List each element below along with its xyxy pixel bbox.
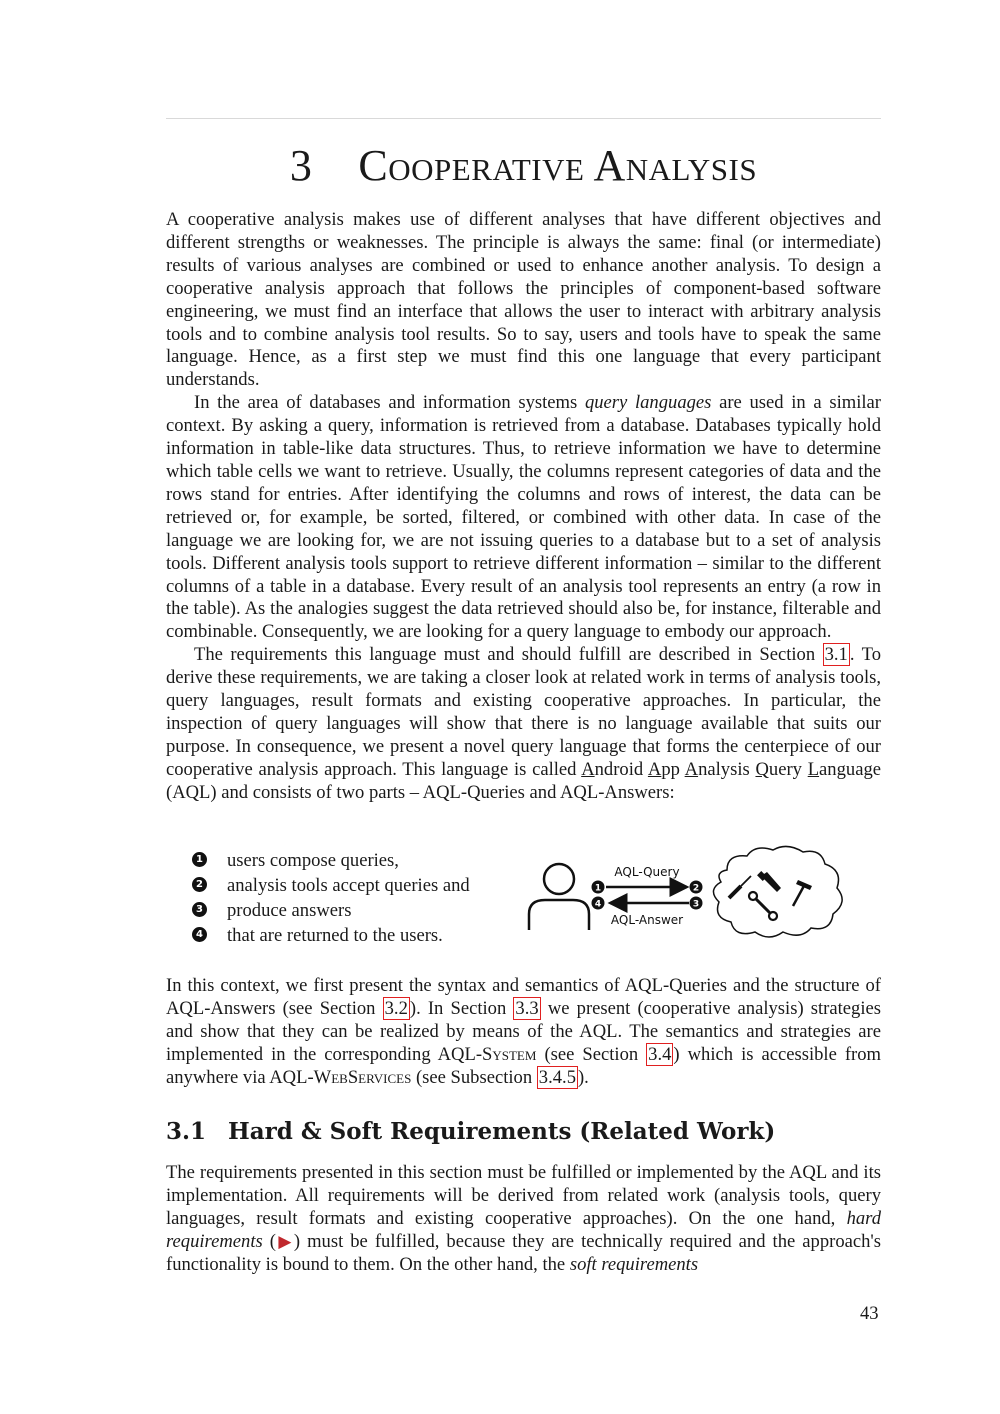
page-number: 43 (860, 1303, 879, 1324)
intro-text (166, 209, 881, 805)
section-ref-3-1[interactable]: 3.1 (824, 644, 848, 666)
intro-paragraph-3: The requirements this language must and should fulfill are described in Section 3.1 . To derive these requirements, we are taking a closer look at related work in terms of analysis tools, query languages, result formats and existing cooperative approaches. In particular, the inspection of query languages will show that there is no language available that suits our purpose. In consequence, we present a novel query language that forms the centerpiece of our cooperative analysis approach. This language is called Android App Analysis Query Language (AQL) and consists of two parts – AQL-Queries and AQL-Answers: (166, 644, 881, 803)
header-rule (166, 118, 881, 119)
context-text (166, 975, 881, 1090)
bullet-3-icon: 3 (192, 902, 207, 917)
section-number: 3.1 (166, 1118, 207, 1145)
list-item: 2 analysis tools accept queries and (190, 873, 510, 898)
soft-requirements-emphasis: soft requirements (569, 1253, 699, 1275)
chapter-title (166, 140, 881, 191)
section-paragraph: The requirements presented in this section must be fulfilled or implemented by the AQL and its implementation. All requirements will be derived from related work (analysis tools, query languages, result formats and existing cooperative approaches). On the one hand, hard requirements (▶) must be fulfilled, because they are technically required and the approach's functionality is bound to them. On the other hand, the soft requirements (166, 1162, 882, 1275)
query-languages-emphasis: query languages (584, 392, 712, 414)
bullet-2-icon: 2 (192, 877, 207, 892)
list-item: 3 produce answers (190, 898, 510, 923)
answer-label: AQL-Answer (610, 913, 684, 927)
wrench-icon (749, 892, 777, 920)
query-label: AQL-Query (614, 865, 680, 879)
section-title-text: Hard & Soft Requirements (Related Work) (228, 1118, 776, 1145)
section-heading (166, 1118, 775, 1145)
chapter-title-text: Cooperative Analysis (358, 141, 758, 190)
context-paragraph: In this context, we first present the syntax and semantics of AQL-Queries and the structure of AQL-Answers (see Section 3.2 ). In Section 3.3 we present (cooperative analysis) strategies and show that they can be realized by means of the AQL. The semantics and strategies are implemented in the corresponding AQL-System (see Section 3.4 ) which is accessible from anywhere via AQL-WebServices (see Subsection 3.4.5 ). (166, 975, 881, 1088)
section-ref-3-3[interactable]: 3.3 (515, 997, 539, 1019)
hammer-icon (793, 880, 812, 906)
section-text (166, 1162, 881, 1277)
list-item: 4 that are returned to the users. (190, 923, 510, 948)
intro-paragraph-2: In the area of databases and information systems query languages are used in a similar context. By asking a query, information is retrieved from a database. Databases typically hold information in table-like data structures. Thus, to retrieve information we have to determine which table cells we want to retrieve. Usually, the columns represent categories of data and the rows stand for entries. After identifying the columns and rows of interest, the data can be retrieved or, for example, be sorted, filtered, or combined with other data. In case of the language we are looking for, we are not issuing queries to a database but to a set of analysis tools. Different analysis tools support to retrieve different information – similar to the different columns of a table in a database. Every result of an analysis tool represents an entry (a row in the table). As the analogies suggest the data retrieved should also be, for instance, filterable and combinable. Consequently, we are looking for a query language to embody our approach. (166, 392, 881, 643)
marker-2 (690, 881, 703, 894)
list-item: 1 users compose queries, (190, 848, 510, 873)
aql-webservices-name: WebServices (313, 1066, 412, 1088)
aql-steps-list (190, 848, 510, 948)
chapter-number: 3 (289, 141, 313, 190)
saw-icon (757, 871, 781, 892)
subsection-ref-3-4-5[interactable]: 3.4.5 (538, 1066, 576, 1088)
section-ref-3-4[interactable]: 3.4 (648, 1043, 672, 1065)
aql-diagram (515, 840, 855, 950)
marker-1 (592, 881, 605, 894)
marker-4 (592, 897, 605, 910)
section-ref-3-2[interactable]: 3.2 (384, 997, 408, 1019)
hard-requirement-marker-icon: ▶ (275, 1231, 294, 1251)
intro-paragraph-1: A cooperative analysis makes use of different analyses that have different objectives and different strengths or weaknesses. The principle is always the same: final (or intermediate) results of various analyses are combined or used to enhance another analysis. To design a cooperative analysis approach that follows the principles of component-based software engineering, we must find an interface that allows the user to interact with arbitrary analysis tools and to combine analysis tool results. So to say, users and tools have to speak the same language. Hence, as a first step we must find this one language that every participant understands. (166, 209, 881, 391)
user-icon (529, 864, 589, 930)
svg-text:4: 4 (594, 899, 602, 910)
bullet-1-icon: 1 (192, 852, 207, 867)
bullet-4-icon: 4 (192, 927, 207, 942)
svg-text:2: 2 (692, 883, 700, 894)
aql-system-name: System (482, 1043, 537, 1065)
svg-text:3: 3 (692, 899, 700, 910)
screwdriver-icon (729, 876, 751, 898)
svg-text:1: 1 (594, 883, 602, 894)
hard-requirements-emphasis: hard requirements (166, 1207, 881, 1252)
marker-3 (690, 897, 703, 910)
